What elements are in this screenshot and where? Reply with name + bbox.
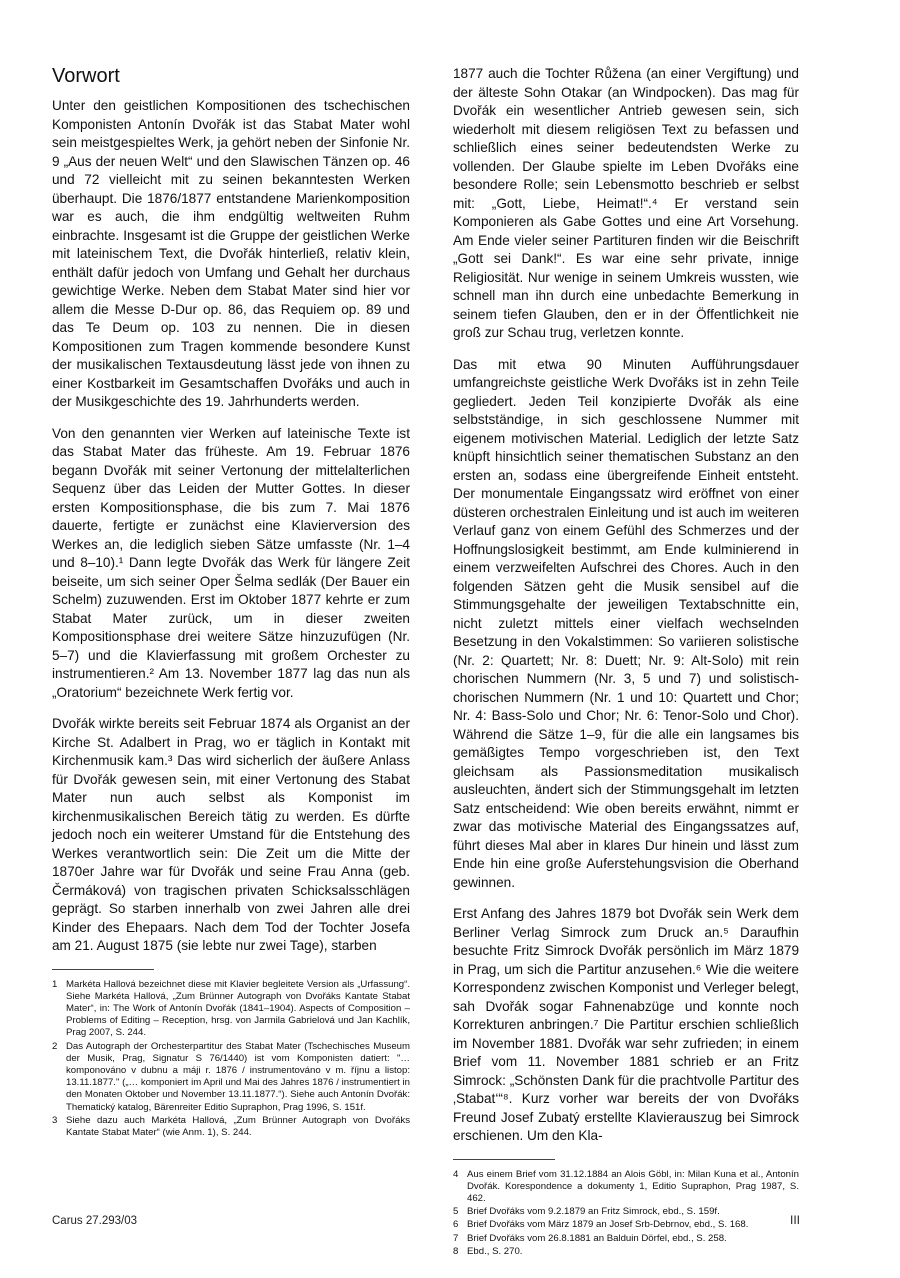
body-paragraph: 1877 auch die Tochter Růžena (an einer Vergiftung) und der älteste Sohn Otakar (an Windpocken). Das mag für Dvořák ein wesentlicher Antrieb gewesen sein, sich wiederholt mit diesem religiösen Text zu befassen und schließlich eines seiner bedeutendsten Werke zu vollenden. Der Glaube spielte im Leben Dvořáks eine besondere Rolle; sein Lebensmotto beschrieb er selbst mit: „Gott, Liebe, Heimat!“.⁴ Er verstand sein Komponieren als Gabe Gottes und eine Art Vorsehung. Am Ende vieler seiner Partituren finden wir die Beischrift „Gott sei Dank!“. Es war eine sehr private, innige Religiosität. Nur wenige in seinem Umkreis wussten, wie schnell man ihn durch eine unbedachte Bemerkung in seinem tiefen Glauben, den er in der Öffentlichkeit nie groß zur Schau trug, verletzen konnte. — [453, 66, 799, 340]
body-paragraph: Unter den geistlichen Kompositionen des tschechischen Komponisten Antonín Dvořák ist das Stabat Mater wohl sein meistgespieltes Werk, ja gehört neben der Sinfonie Nr. 9 „Aus der neuen Welt“ und den Slawischen Tänzen op. 46 und 72 vielleicht mit zu seinen bekanntesten Werken überhaupt. Die 1876/1877 entstandene Marienkomposition war es auch, die ihm endgültig weltweiten Ruhm einbrachte. Insgesamt ist die Gruppe der geistlichen Werke mit lateinischem Text, die Dvořák hinterließ, relativ klein, enthält dafür jedoch von Umfang und Gehalt her durchaus gewichtige Werke. Neben dem Stabat Mater sind hier vor allem die Messe D-Dur op. 86, das Requiem op. 89 und das Te Deum op. 103 zu nennen. Die in diesen Kompositionen zum Tragen kommende besondere Kunst der musikalischen Textausdeutung lässt jede von ihnen zu einer Kostbarkeit im Gesamtschaffen Dvořáks und auch in der Musikgeschichte des 19. Jahrhunderts werden. — [52, 98, 410, 409]
footnote-number: 5 — [453, 1206, 459, 1218]
footnote-text: Ebd., S. 270. — [467, 1245, 523, 1257]
left-column — [52, 62, 410, 1140]
right-column — [453, 65, 799, 1259]
footnote-text: Markéta Hallová bezeichnet diese mit Klavier begleitete Version als „Urfassung“. Siehe Markéta Hallová, „Zum Brünner Autograph von Dvořáks Kantate Stabat Mater“, in: The Work of Antonín Dvořák (1841–1904). Aspects of Composition – Problems of Editing – Reception, hrsg. von Jarmila Gabrielová und Jan Kachlík, Prag 2007, S. 244. — [66, 978, 410, 1039]
page-title: Vorwort — [52, 65, 120, 87]
footnote — [453, 1246, 799, 1258]
footnote — [453, 1233, 799, 1245]
footnote — [52, 1041, 410, 1114]
footnote-number: 8 — [453, 1245, 459, 1257]
footnote-divider — [453, 1159, 555, 1160]
catalog-number: Carus 27.293/03 — [52, 1215, 138, 1227]
footnote-number: 2 — [52, 1040, 58, 1052]
body-paragraph: Erst Anfang des Jahres 1879 bot Dvořák sein Werk dem Berliner Verlag Simrock zum Druck an.⁵ Daraufhin besuchte Fritz Simrock Dvořák persönlich im März 1879 in Prag, um sich die Partitur anzusehen.⁶ Wie die weitere Korrespondenz zwischen Komponist und Verleger belegt, sah Dvořák sogar Fahnenabzüge und konnte noch Korrekturen anbringen.⁷ Die Partitur erschien schließlich im November 1881. Dvořák war sehr zufrieden; in einem Brief vom 11. November 1881 schrieb er an Fritz Simrock: „Schönsten Dank für die prachtvolle Partitur des ‚Stabat‘“⁸. Kurz vorher war bereits der von Dvořáks Freund Josef Zubatý erstellte Klavierauszug bei Simrock erschienen. Um den Kla- — [453, 906, 799, 1143]
footnote — [52, 1115, 410, 1139]
footnote-text: Brief Dvořáks vom März 1879 an Josef Srb-Debrnov, ebd., S. 168. — [467, 1219, 749, 1231]
footnote-number: 3 — [52, 1114, 58, 1126]
body-paragraph: Von den genannten vier Werken auf lateinische Texte ist das Stabat Mater das früheste. Am 19. Februar 1876 begann Dvořák mit seiner Vertonung der mittelalterlichen Sequenz über das Leiden der Mutter Gottes. In dieser ersten Kompositionsphase, die bis zum 7. Mai 1876 dauerte, fertigte er zunächst eine Klavierversion des Werkes an, die lediglich sieben Sätze umfasste (Nr. 1–4 und 8–10).¹ Dann legte Dvořák das Werk für längere Zeit beiseite, um sich seiner Oper Šelma sedlák (Der Bauer ein Schelm) zuzuwenden. Erst im Oktober 1877 kehrte er zum Stabat Mater zurück, um in dieser zweiten Kompositionsphase drei weitere Sätze hinzuzufügen (Nr. 5–7) und die Klavierfassung mit großem Orchester zu instrumentieren.² Am 13. November 1877 lag das nun als „Oratorium“ bezeichnete Werk fertig vor. — [52, 425, 410, 700]
page-number: III — [789, 1213, 800, 1227]
footnote — [453, 1219, 799, 1231]
footnote — [52, 979, 410, 1040]
footnote — [453, 1206, 799, 1218]
body-paragraph: Das mit etwa 90 Minuten Aufführungsdauer umfangreichste geistliche Werk Dvořáks ist in zehn Teile gegliedert. Jeden Teil konzipierte Dvořák als eine selbstständige, in sich geschlossene Nummer mit eigenem motivischen Material. Lediglich der letzte Satz knüpft hinsichtlich seiner thematischen Substanz an den ersten an, sodass eine übergreifende Einheit entsteht. Der monumentale Eingangssatz wird eröffnet von einer düsteren orchestralen Einleitung und ist auch im weiteren Verlauf ganz von einem Gefühl des Schmerzes und der Hoffnungslosigkeit bestimmt, am Ende kulminierend in einem verzweifelten Aufschrei des Chores. Auch in den folgenden Sätzen geht die Musik sensibel auf die Stimmungsgehalte der jeweiligen Textabschnitte ein, nicht zuletzt mittels einer vielfach wechselnden Besetzung in den Vokalstimmen: So variieren solistische (Nr. 2: Quartett; Nr. 8: Duett; Nr. 9: Alt-Solo) mit rein chorischen Nummern (Nr. 3, 5 und 7) und solistisch-chorischen Nummern (Nr. 1 und 10: Quartett und Chor; Nr. 4: Bass-Solo und Chor; Nr. 6: Tenor-Solo und Chor). Während die Sätze 1–9, für die alle ein langsames bis gemäßigtes Tempo vorgeschrieben ist, den Text gleichsam als Passionsmeditation musikalisch ausleuchten, ändert sich der Stimmungsgehalt im letzten Satz entscheidend: Wie oben bereits erwähnt, nimmt er zwar das motivische Material des Eingangssatzes auf, führt dieses Mal aber in klares Dur hinein und lässt zum Ende hin eine große Auferstehungsvision die Oberhand gewinnen. — [453, 356, 799, 890]
footnote-number: 6 — [453, 1219, 459, 1231]
footnote-number: 1 — [52, 978, 58, 990]
footnote-number: 4 — [453, 1168, 459, 1180]
body-paragraph: Dvořák wirkte bereits seit Februar 1874 als Organist an der Kirche St. Adalbert in Prag, wo er täglich in Kontakt mit Kirchenmusik kam.³ Das wird sicherlich der äußere Anlass für Dvořák gewesen sein, mit einer Vertonung des Stabat Mater nun auch selbst als Komponist im kirchenmusikalischen Bereich tätig zu werden. Es dürfte jedoch noch ein weiterer Umstand für die Entstehung des Werkes verantwortlich sein: Die Zeit um die Mitte der 1870er Jahre war für Dvořák und seine Frau Anna (geb. Čermáková) von tragischen privaten Schicksalsschlägen geprägt. So starben innerhalb von zwei Jahren alle drei Kinder des Ehepaars. Nach dem Tod der Tochter Josefa am 21. August 1875 (sie lebte nur zwei Tage), starben — [52, 716, 410, 953]
footnote-text: Aus einem Brief vom 31.12.1884 an Alois Göbl, in: Milan Kuna et al., Antonín Dvořák. Korespondence a dokumenty 1, Editio Supraphon, Prag 1987, S. 462. — [467, 1168, 799, 1204]
footnote-text: Siehe dazu auch Markéta Hallová, „Zum Brünner Autograph von Dvořáks Kantate Stabat Mater“ (wie Anm. 1), S. 244. — [66, 1114, 410, 1138]
footnote-text: Das Autograph der Orchesterpartitur des Stabat Mater (Tschechisches Museum der Musik, Prag, Signatur S 76/1440) ist vom Komponisten datiert: "… komponováno v dubnu a máji r. 1876 / instrumentováno v m. říjnu a listop: 13.11.1877." („… komponiert im April und Mai des Jahres 1876 / instrumentiert in den Monaten Oktober und November 13.11.1877.“). Siehe auch Antonín Dvořák: Thematický katalog, Bärenreiter Editio Supraphon, Prag 1996, S. 151f. — [66, 1040, 410, 1113]
footnote-divider — [52, 969, 154, 970]
footnote — [453, 1169, 799, 1206]
footnote-text: Brief Dvořáks vom 26.8.1881 an Balduin Dörfel, ebd., S. 258. — [467, 1232, 727, 1244]
footnote-number: 7 — [453, 1232, 459, 1244]
footnote-text: Brief Dvořáks vom 9.2.1879 an Fritz Simrock, ebd., S. 159f. — [467, 1206, 720, 1218]
